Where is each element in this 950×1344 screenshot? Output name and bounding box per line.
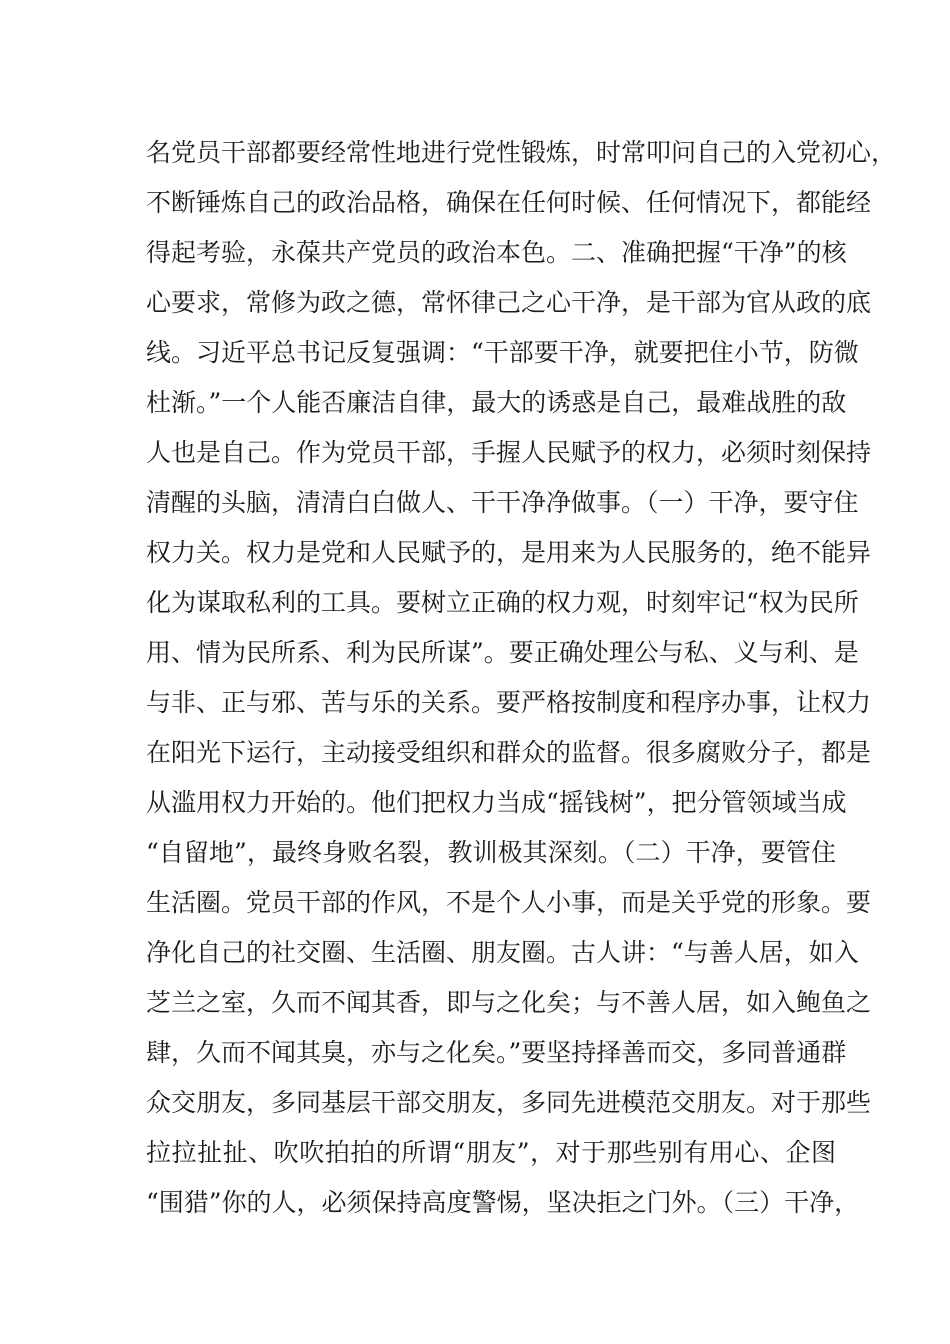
text-line-11: 用、情为民所系、利为民所谋”。要正确处理公与私、义与利、是 xyxy=(146,638,859,667)
text-line-21: 拉拉扯扯、吹吹拍拍的所谓“朋友”，对于那些别有用心、企图 xyxy=(146,1138,836,1167)
text-line-2: 不断锤炼自己的政治品格，确保在任何时候、任何情况下，都能经 xyxy=(146,188,872,217)
text-line-17: 净化自己的社交圈、生活圈、朋友圈。古人讲：“与善人居，如入 xyxy=(146,938,859,967)
text-line-7: 人也是自己。作为党员干部，手握人民赋予的权力，必须时刻保持 xyxy=(146,438,872,467)
text-line-3: 得起考验，永葆共产党员的政治本色。二、准确把握“干净”的核 xyxy=(146,238,847,267)
text-line-8: 清醒的头脑，清清白白做人、干干净净做事。（一）干净，要守住 xyxy=(146,488,859,517)
text-line-12: 与非、正与邪、苦与乐的关系。要严格按制度和程序办事，让权力 xyxy=(146,688,872,717)
text-line-6: 杜渐。”一个人能否廉洁自律，最大的诱惑是自己，最难战胜的敌 xyxy=(146,388,847,417)
text-line-20: 众交朋友，多同基层干部交朋友，多同先进模范交朋友。对于那些 xyxy=(146,1088,872,1117)
text-line-5: 线。习近平总书记反复强调：“干部要干净，就要把住小节，防微 xyxy=(146,338,859,367)
text-line-9: 权力关。权力是党和人民赋予的，是用来为人民服务的，绝不能异 xyxy=(146,538,872,567)
text-line-16: 生活圈。党员干部的作风，不是个人小事，而是关乎党的形象。要 xyxy=(146,888,872,917)
body-text xyxy=(146,128,897,1228)
text-line-22: “围猎”你的人，必须保持高度警惕，坚决拒之门外。（三）干净， xyxy=(146,1188,860,1217)
text-line-4: 心要求，常修为政之德，常怀律己之心干净，是干部为官从政的底 xyxy=(146,288,872,317)
text-line-1: 名党员干部都要经常性地进行党性锻炼，时常叩问自己的入党初心， xyxy=(146,138,897,167)
text-line-14: 从滥用权力开始的。他们把权力当成“摇钱树”，把分管领域当成 xyxy=(146,788,847,817)
text-line-18: 芝兰之室，久而不闻其香，即与之化矣；与不善人居，如入鲍鱼之 xyxy=(146,988,872,1017)
text-line-10: 化为谋取私利的工具。要树立正确的权力观，时刻牢记“权为民所 xyxy=(146,588,859,617)
text-line-15: “自留地”，最终身败名裂，教训极其深刻。（二）干净，要管住 xyxy=(146,838,836,867)
text-line-13: 在阳光下运行，主动接受组织和群众的监督。很多腐败分子，都是 xyxy=(146,738,872,767)
text-line-19: 肆，久而不闻其臭，亦与之化矣。”要坚持择善而交，多同普通群 xyxy=(146,1038,847,1067)
